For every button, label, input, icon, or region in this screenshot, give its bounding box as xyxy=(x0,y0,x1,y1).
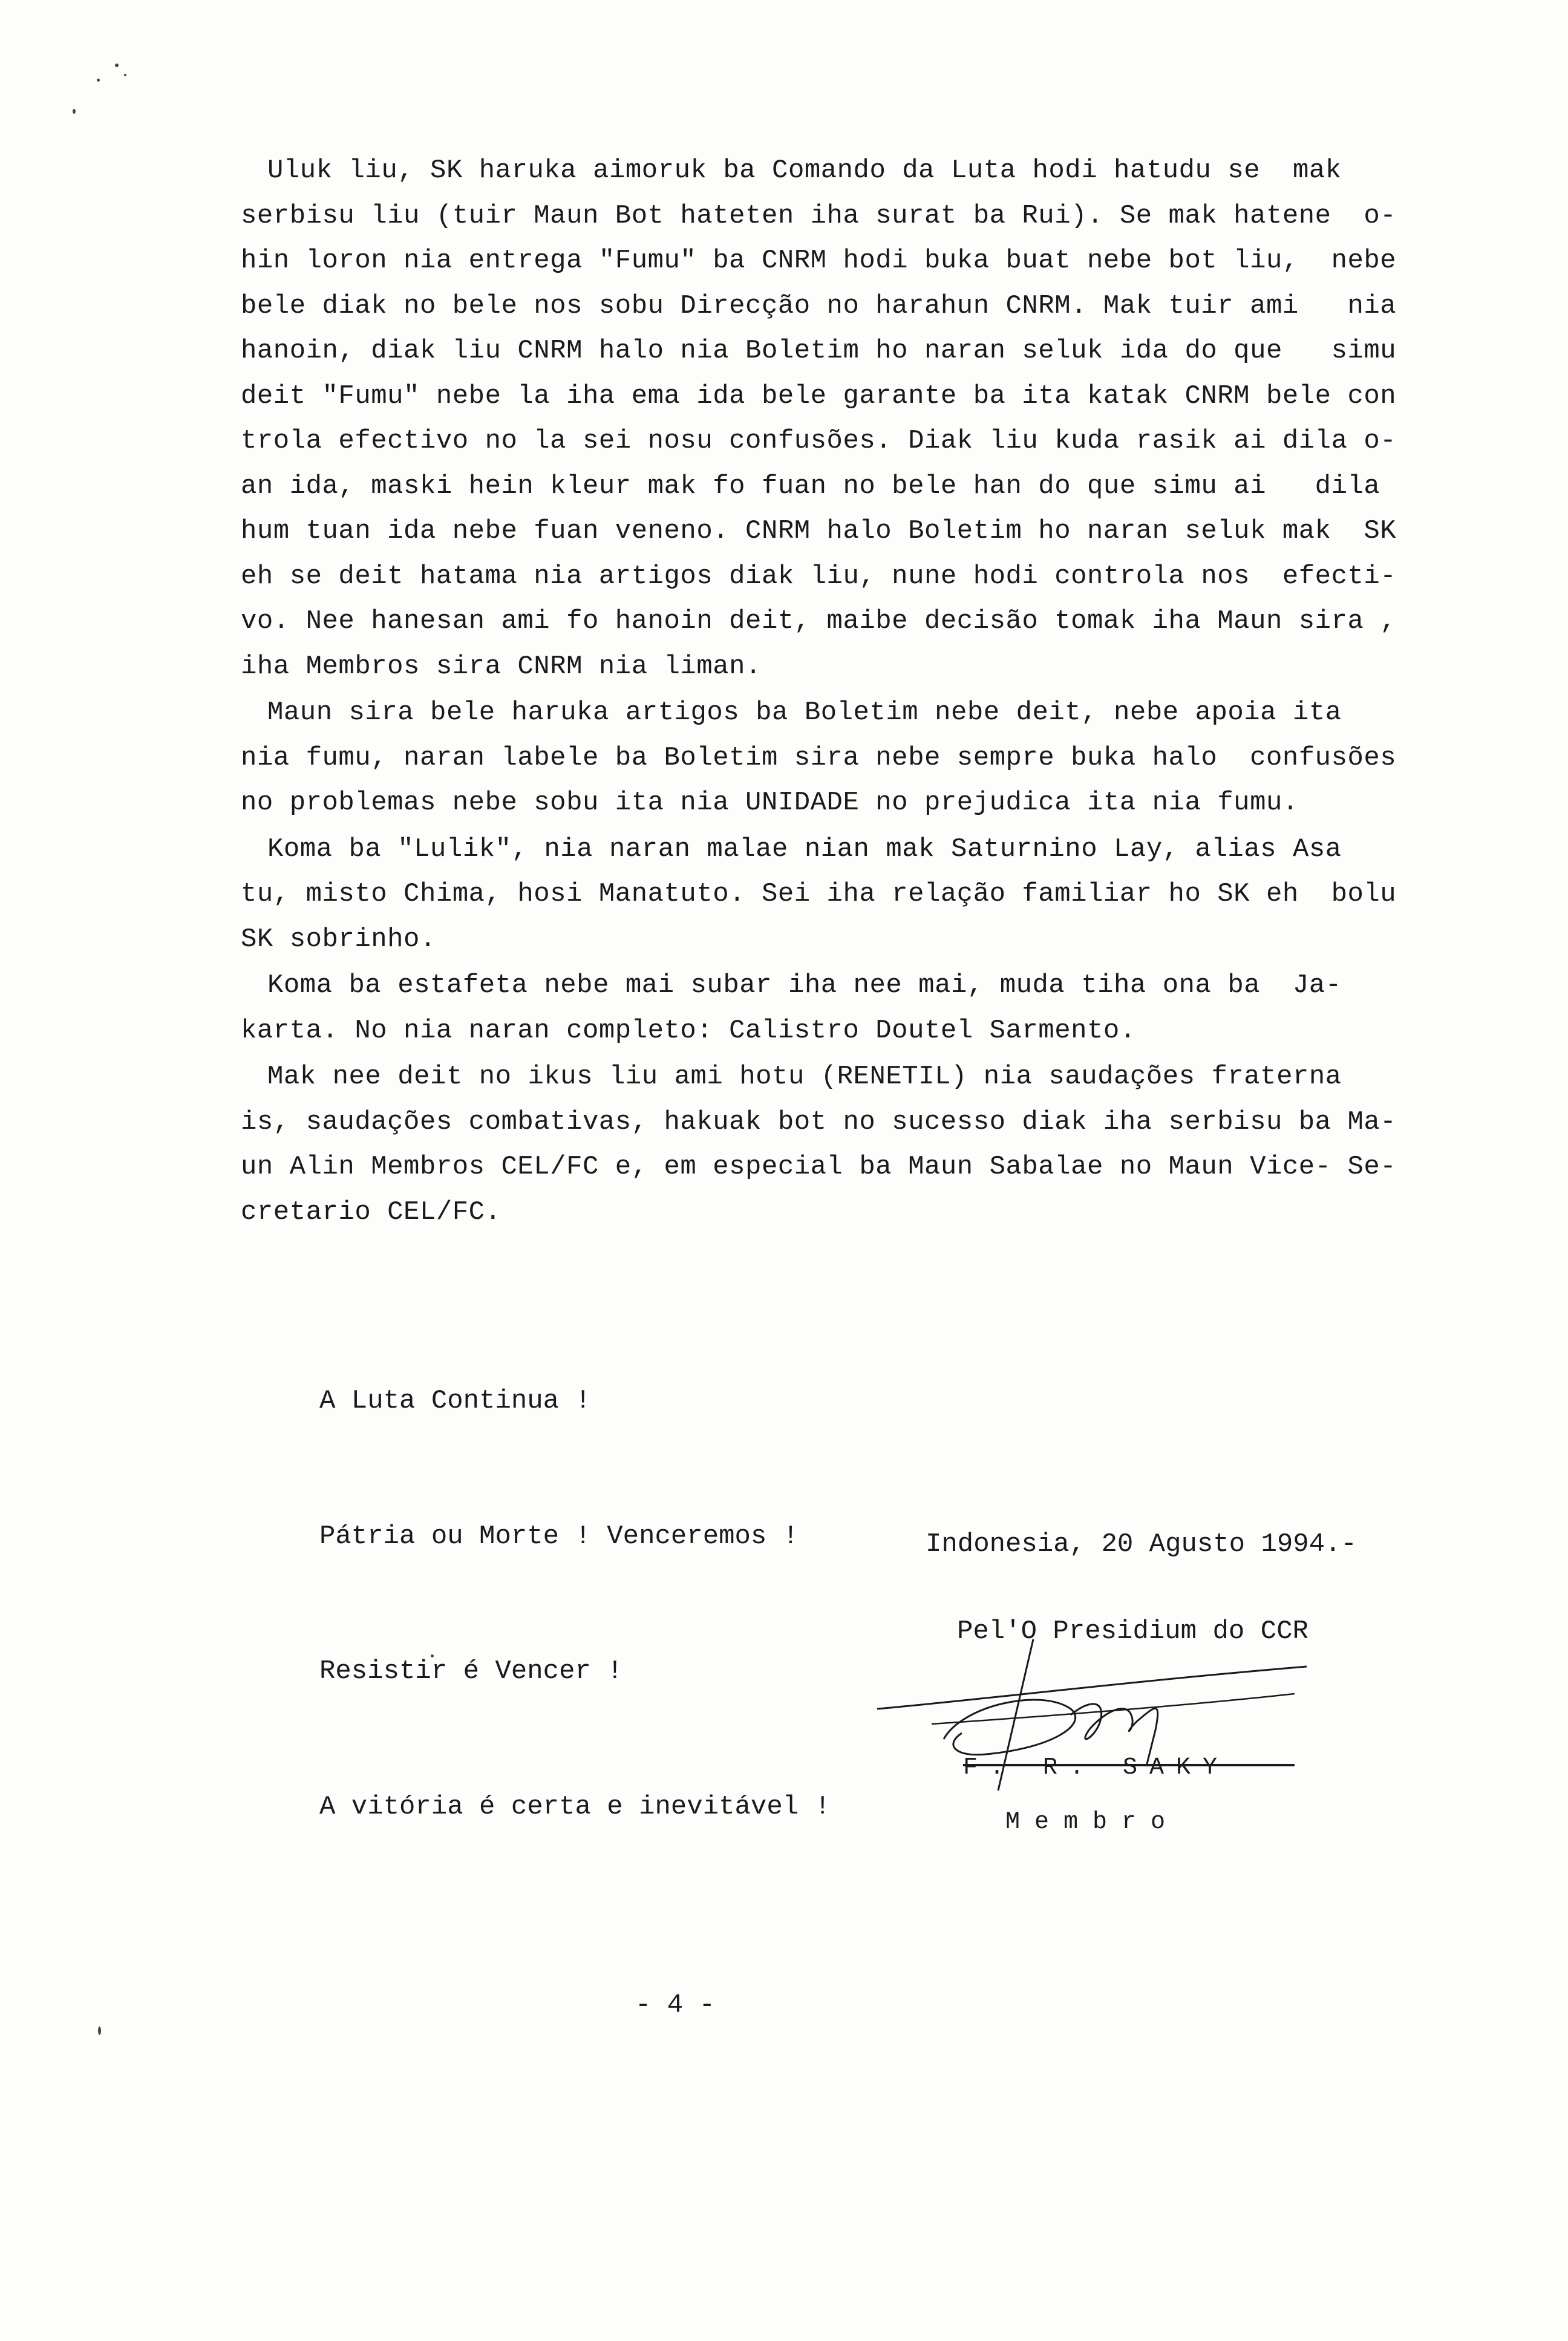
paragraph-2 xyxy=(241,690,1396,826)
text-line: serbisu liu (tuir Maun Bot hateten iha surat ba Rui). Se mak hatene o- xyxy=(241,200,1397,231)
text-line: Koma ba "Lulik", nia naran malae nian mak Saturnino Lay, alias Asa xyxy=(267,834,1342,864)
scan-speck xyxy=(124,74,126,76)
text-line: iha Membros sira CNRM nia liman. xyxy=(241,651,762,682)
scan-speck xyxy=(98,2026,101,2035)
scan-speck xyxy=(73,109,76,114)
text-line: SK sobrinho. xyxy=(241,924,436,955)
text-line: Uluk liu, SK haruka aimoruk ba Comando da Luta hodi hatudu se mak xyxy=(267,155,1342,186)
slogan-line: Pátria ou Morte ! Venceremos ! xyxy=(319,1521,799,1552)
paragraph-5 xyxy=(241,1054,1396,1235)
letter-body xyxy=(241,148,1396,1236)
closing-slogans xyxy=(319,1288,831,1919)
text-line: hum tuan ida nebe fuan veneno. CNRM halo Boletim ho naran seluk mak SK xyxy=(241,516,1397,546)
signatory-title: Pel'O Presidium do CCR xyxy=(957,1616,1308,1647)
text-line: is, saudações combativas, hakuak bot no sucesso diak iha serbisu ba Ma- xyxy=(241,1106,1397,1137)
slogan-line: A vitória é certa e inevitável ! xyxy=(319,1791,831,1822)
paragraph-3 xyxy=(241,827,1396,962)
text-line: Koma ba estafeta nebe mai subar iha nee mai, muda tiha ona ba Ja- xyxy=(267,970,1342,1001)
text-line: no problemas nebe sobu ita nia UNIDADE no prejudica ita nia fumu. xyxy=(241,788,1299,818)
text-line: trola efectivo no la sei nosu confusões. Diak liu kuda rasik ai dila o- xyxy=(241,426,1397,456)
scan-speck xyxy=(97,79,100,82)
text-line: cretario CEL/FC. xyxy=(241,1197,501,1227)
text-line: nia fumu, naran labele ba Boletim sira nebe sempre buka halo confusões xyxy=(241,742,1397,773)
text-line: eh se deit hatama nia artigos diak liu, nune hodi controla nos efecti- xyxy=(241,561,1397,592)
text-line: an ida, maski hein kleur mak fo fuan no bele han do que simu ai dila xyxy=(241,471,1380,501)
text-line: hin loron nia entrega "Fumu" ba CNRM hodi buka buat nebe bot liu, nebe xyxy=(241,246,1397,276)
slogan-line: A Luta Continua ! xyxy=(319,1386,591,1416)
text-line: karta. No nia naran completo: Calistro Doutel Sarmento. xyxy=(241,1015,1136,1046)
slogan-line: Resistir é Vencer ! xyxy=(319,1656,623,1686)
text-line: Maun sira bele haruka artigos ba Boletim nebe deit, nebe apoia ita xyxy=(267,697,1342,728)
scan-speck xyxy=(115,64,119,67)
text-line: vo. Nee hanesan ami fo hanoin deit, maibe decisão tomak iha Maun sira , xyxy=(241,606,1397,636)
text-line: hanoin, diak liu CNRM halo nia Boletim ho naran seluk ida do que simu xyxy=(241,336,1397,366)
text-line: Mak nee deit no ikus liu ami hotu (RENETIL) nia saudações fraterna xyxy=(267,1062,1342,1092)
page-number: - 4 - xyxy=(635,1990,716,2020)
signatory-role: Membro xyxy=(1005,1809,1180,1836)
text-line: deit "Fumu" nebe la iha ema ida bele garante ba ita katak CNRM bele con xyxy=(241,380,1397,411)
paragraph-4 xyxy=(241,963,1396,1053)
text-line: bele diak no bele nos sobu Direcção no harahun CNRM. Mak tuir ami nia xyxy=(241,290,1397,321)
text-line: un Alin Membros CEL/FC e, em especial ba Maun Sabalae no Maun Vice- Se- xyxy=(241,1152,1397,1182)
text-line: tu, misto Chima, hosi Manatuto. Sei iha relação familiar ho SK eh bolu xyxy=(241,879,1397,909)
signature-block xyxy=(871,1609,1355,1851)
paragraph-1 xyxy=(241,148,1396,689)
date-line: Indonesia, 20 Agusto 1994.- xyxy=(926,1529,1357,1559)
signatory-name: F. R. SAKY xyxy=(963,1754,1230,1781)
